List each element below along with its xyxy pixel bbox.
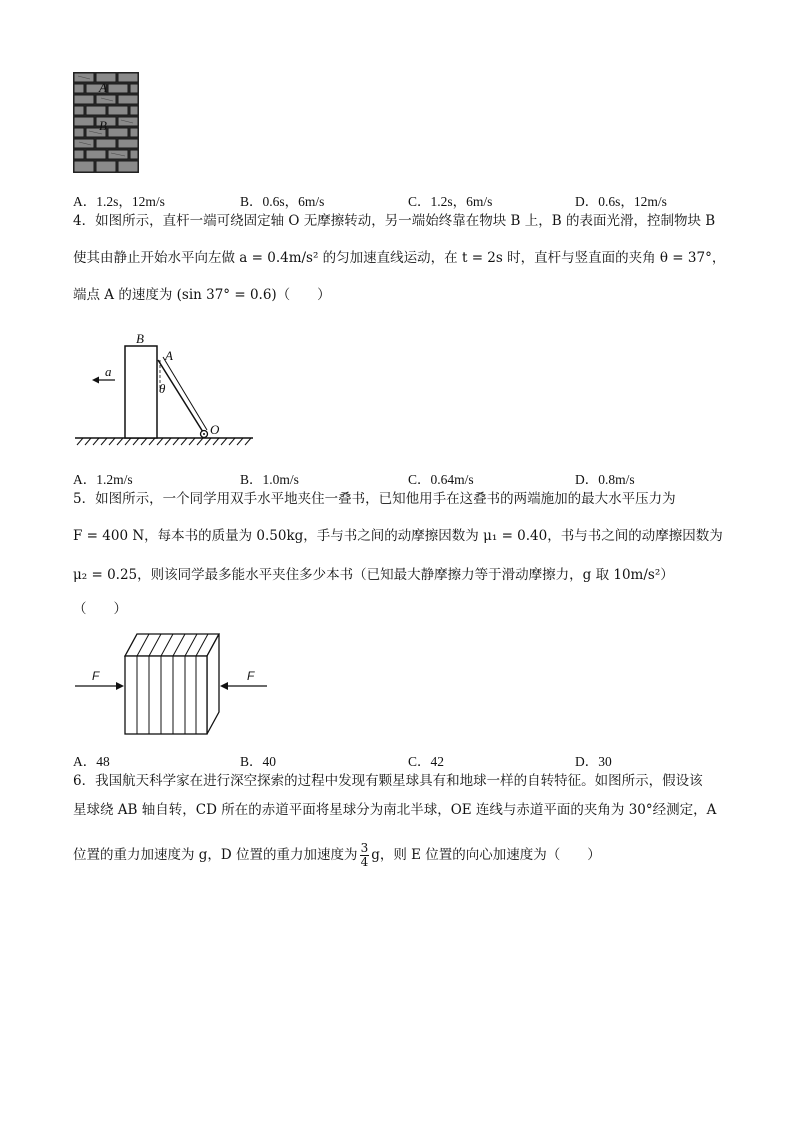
q5-option-b[interactable]: B．40 [240, 754, 277, 769]
q3-option-d[interactable]: D．0.6s，12m/s [575, 194, 667, 209]
q3-option-a[interactable]: A．1.2s，12m/s [73, 194, 165, 209]
rod [158, 360, 203, 432]
label-f-right: F [247, 669, 255, 683]
q4-option-a[interactable]: A．1.2m/s [73, 472, 133, 487]
q4-option-b[interactable]: B．1.0m/s [240, 472, 299, 487]
force-arrowhead-right [220, 682, 228, 690]
brick-wall-figure [73, 72, 139, 173]
q4-text-line-3: 端点 A 的速度为 (sin 37° = 0.6)（ ） [73, 287, 331, 303]
point-b-label: B [99, 118, 107, 133]
rod-block-figure [73, 330, 258, 448]
point-a-label: A [99, 80, 107, 95]
q5-text-line-1: 5．如图所示，一个同学用双手水平地夹住一叠书，已知他用手在这叠书的两端施加的最大水平压力为 [73, 491, 676, 507]
fraction-numerator: 3 [360, 841, 369, 855]
q5-option-c[interactable]: C．42 [408, 754, 445, 769]
q4-option-c[interactable]: C．0.64m/s [408, 472, 474, 487]
label-b: B [136, 331, 144, 346]
fraction-denominator: 4 [360, 855, 369, 869]
q3-option-b[interactable]: B．0.6s，6m/s [240, 194, 325, 209]
acceleration-arrowhead [92, 377, 99, 384]
q5-text-line-3: μ₂ = 0.25，则该同学最多能水平夹住多少本书（已知最大静摩擦力等于滑动摩擦力，g 取 10m/s²） [73, 567, 674, 583]
q6-text-line-2: 星球绕 AB 轴自转，CD 所在的赤道平面将星球分为南北半球，OE 连线与赤道平面的夹角为 30°经测定，A [73, 802, 717, 818]
label-a: A [165, 348, 173, 363]
q3-option-c[interactable]: C．1.2s，6m/s [408, 194, 493, 209]
fraction-three-quarters [360, 842, 370, 869]
q6-text-line-1: 6．我国航天科学家在进行深空探索的过程中发现有颗星球具有和地球一样的自转特征。如图所示，假设该 [73, 773, 703, 789]
block-b [125, 346, 157, 438]
label-acceleration: a [105, 364, 112, 379]
brick-wall-drawing [73, 72, 139, 173]
q5-option-d[interactable]: D．30 [575, 754, 612, 769]
q5-text-line-2: F = 400 N，每本书的质量为 0.50kg，手与书之间的动摩擦因数为 μ₁ = 0.40，书与书之间的动摩擦因数为 [73, 528, 723, 544]
book-stack-drawing [73, 628, 268, 738]
force-arrowhead-left [116, 682, 124, 690]
label-o: O [210, 422, 220, 437]
q5-option-a[interactable]: A．48 [73, 754, 110, 769]
q6-text-line-3 [73, 838, 601, 872]
rod-block-drawing [73, 330, 258, 448]
q6-text-line-3-start: 位置的重力加速度为 g，D 位置的重力加速度为 [73, 847, 358, 863]
book-stack-figure [73, 628, 268, 738]
q4-text-line-1: 4．如图所示，直杆一端可绕固定轴 O 无摩擦转动，另一端始终靠在物块 B 上，B 的表面光滑，控制物块 B [73, 213, 716, 229]
rod-edge [163, 357, 207, 430]
q4-option-d[interactable]: D．0.8m/s [575, 472, 635, 487]
q5-text-line-4: （ ） [73, 601, 127, 617]
q6-text-line-3-end: g，则 E 位置的向心加速度为（ ） [371, 847, 601, 863]
label-theta: θ [159, 381, 166, 396]
label-f-left: F [92, 669, 100, 683]
q4-text-line-2: 使其由静止开始水平向左做 a = 0.4m/s² 的匀加速直线运动，在 t = 2s 时，直杆与竖直面的夹角 θ = 37°， [73, 250, 726, 266]
